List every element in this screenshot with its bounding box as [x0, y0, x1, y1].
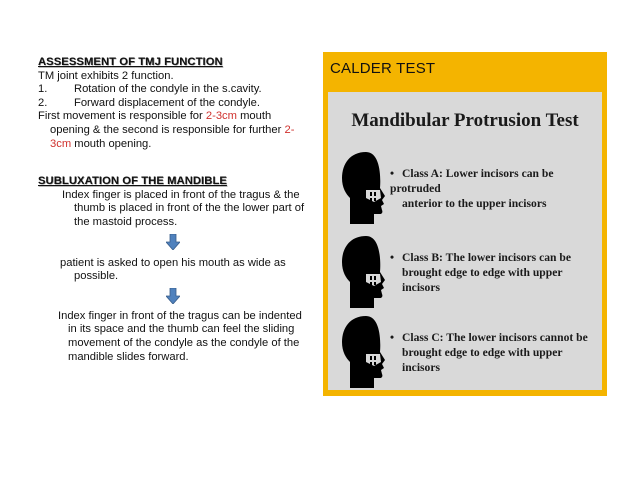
step-arrow-2	[38, 287, 308, 305]
subluxation-heading: SUBLUXATION OF THE MANDIBLE	[38, 175, 227, 188]
head-profile-icon	[336, 312, 388, 390]
class-a-line-2: anterior to the upper incisors	[402, 197, 547, 210]
head-profile-icon	[336, 232, 388, 312]
class-b-line-2: brought edge to edge with upper incisors	[402, 266, 563, 294]
first-movement-text: First movement is responsible for	[38, 110, 206, 123]
calder-test-panel	[323, 52, 607, 396]
class-a-line-1: Class A: Lower incisors can be protruded	[390, 167, 554, 195]
function-item-2	[38, 97, 308, 111]
function-item-1	[38, 83, 308, 97]
head-profile-icon	[336, 148, 388, 228]
function-number: 1.	[38, 83, 48, 96]
class-c-line-2: brought edge to edge with upper incisors	[402, 346, 563, 374]
class-c-row	[336, 312, 598, 390]
class-a-text	[388, 148, 598, 211]
class-c-line-1: Class C: The lower incisors cannot be	[402, 331, 588, 344]
function-number: 2.	[38, 96, 48, 109]
class-b-text	[388, 232, 598, 295]
tm-joint-intro: TM joint exhibits 2 function.	[38, 69, 174, 82]
class-a-row	[336, 148, 598, 232]
down-arrow-icon	[166, 234, 180, 250]
assessment-heading: ASSESSMENT OF TMJ FUNCTION	[38, 56, 223, 68]
function-text: Rotation of the condyle in the s.cavity.	[74, 83, 262, 96]
first-movement-text: mouth opening.	[71, 137, 152, 150]
first-movement-range: 2-3cm	[205, 110, 237, 123]
class-b-row	[336, 232, 598, 316]
bullet-icon: •	[390, 251, 395, 264]
subluxation-step-1: Index finger is placed in front of the tragus & the thumb is placed in front of the the lower part of the mastoid process.	[62, 188, 305, 228]
bullet-icon: •	[390, 331, 395, 344]
class-b-line-1: Class B: The lower incisors can be	[402, 251, 571, 264]
figure-title: Mandibular Protrusion Test	[351, 110, 579, 131]
subluxation-step-3: Index finger in front of the tragus can be indented in its space and the thumb can feel the sliding movement of the condyle as the condyle of the mandible slides forward.	[58, 309, 302, 363]
panel-title: CALDER TEST	[330, 60, 436, 77]
mandibular-protrusion-figure	[328, 92, 602, 390]
first-movement-text: mouth opening & the second is responsible for further	[50, 110, 285, 136]
second-movement-range: 2-3cm	[50, 123, 295, 150]
first-movement-paragraph	[38, 110, 308, 151]
bullet-icon: •	[390, 167, 395, 180]
left-text-column	[38, 56, 308, 364]
step-arrow-1	[38, 233, 308, 251]
class-c-text	[388, 312, 598, 375]
down-arrow-icon	[166, 288, 180, 304]
subluxation-step-2: patient is asked to open his mouth as wide as possible.	[60, 256, 286, 283]
function-text: Forward displacement of the condyle.	[74, 96, 260, 109]
